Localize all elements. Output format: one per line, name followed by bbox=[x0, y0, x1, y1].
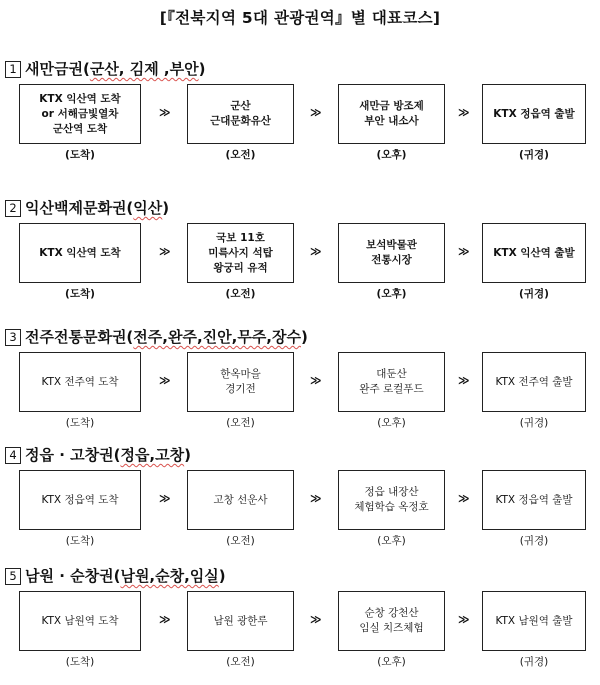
course-step-box bbox=[482, 84, 586, 144]
section-title bbox=[5, 444, 191, 466]
course-step-line: 왕궁리 유적 bbox=[213, 261, 268, 274]
step-caption: (도착) bbox=[65, 288, 95, 300]
section-2 bbox=[0, 197, 600, 317]
course-step-box bbox=[338, 84, 445, 144]
course-step-box bbox=[19, 470, 141, 530]
course-step-line: 체험학습 옥정호 bbox=[354, 501, 429, 513]
section-3 bbox=[0, 326, 600, 446]
section-number-badge: 1 bbox=[5, 61, 21, 78]
course-step-box bbox=[19, 223, 141, 283]
course-step-box bbox=[338, 470, 445, 530]
course-step-box bbox=[187, 84, 294, 144]
course-step-line: 군산역 도착 bbox=[52, 122, 108, 135]
section-1 bbox=[0, 58, 600, 178]
course-step-box bbox=[338, 591, 445, 651]
section-title-regions: 남원,순창,임실 bbox=[120, 567, 219, 585]
course-step-line: 대둔산 bbox=[376, 368, 407, 380]
next-step-arrow-icon: ≫ bbox=[159, 492, 169, 505]
course-step-line: 고창 선운사 bbox=[213, 493, 268, 506]
course-step-box bbox=[482, 470, 586, 530]
course-step-box bbox=[187, 223, 294, 283]
step-caption: (오후) bbox=[376, 149, 407, 161]
step-caption: (오후) bbox=[377, 417, 406, 429]
next-step-arrow-icon: ≫ bbox=[458, 492, 468, 505]
section-title-main: 남원 · 순창권( bbox=[25, 567, 121, 585]
page-title: [『전북지역 5대 관광권역』별 대표코스] bbox=[159, 9, 441, 27]
course-step-line: 군산 bbox=[230, 100, 251, 112]
course-step-line: 근대문화유산 bbox=[210, 115, 271, 127]
course-step-line: KTX 정읍역 출발 bbox=[493, 107, 575, 120]
course-step-line: KTX 남원역 도착 bbox=[41, 614, 119, 627]
next-step-arrow-icon: ≫ bbox=[458, 613, 468, 626]
section-number-badge: 3 bbox=[5, 329, 21, 346]
course-step-line: KTX 전주역 출발 bbox=[495, 375, 573, 388]
course-step-line: 임실 치즈체험 bbox=[359, 622, 424, 634]
step-caption: (오전) bbox=[226, 417, 255, 429]
course-step-box bbox=[187, 591, 294, 651]
course-step-box bbox=[187, 352, 294, 412]
course-step-line: 새만금 방조제 bbox=[359, 100, 424, 112]
next-step-arrow-icon: ≫ bbox=[310, 106, 320, 119]
course-step-box bbox=[19, 84, 141, 144]
course-step-box bbox=[19, 352, 141, 412]
step-caption: (귀경) bbox=[519, 656, 549, 668]
section-title bbox=[5, 197, 169, 219]
section-title-main: 전주전통문화권( bbox=[25, 328, 134, 346]
step-caption: (도착) bbox=[65, 417, 95, 429]
course-step-line: 경기전 bbox=[225, 383, 256, 395]
step-caption: (귀경) bbox=[519, 149, 549, 161]
section-title-close: ) bbox=[198, 60, 206, 78]
course-step-line: 국보 11호 bbox=[216, 231, 265, 244]
step-caption: (오전) bbox=[226, 656, 255, 668]
section-5 bbox=[0, 565, 600, 685]
section-title bbox=[5, 326, 308, 348]
step-caption: (오후) bbox=[377, 656, 406, 668]
section-number-badge: 5 bbox=[5, 568, 21, 585]
section-title bbox=[5, 565, 226, 587]
section-title bbox=[5, 58, 205, 80]
course-step-line: 완주 로컬푸드 bbox=[359, 383, 424, 395]
step-caption: (귀경) bbox=[519, 535, 549, 547]
section-title-regions: 익산 bbox=[133, 199, 163, 217]
next-step-arrow-icon: ≫ bbox=[310, 492, 320, 505]
course-step-line: 보석박물관 bbox=[366, 239, 417, 251]
next-step-arrow-icon: ≫ bbox=[458, 245, 468, 258]
course-step-line: 미륵사지 석탑 bbox=[208, 246, 273, 259]
course-step-box bbox=[482, 352, 586, 412]
step-caption: (귀경) bbox=[519, 417, 549, 429]
course-step-line: KTX 정읍역 출발 bbox=[495, 493, 573, 506]
course-step-line: 남원 광한루 bbox=[213, 614, 268, 627]
section-number-badge: 2 bbox=[5, 200, 21, 217]
course-step-line: KTX 익산역 도착 bbox=[39, 92, 121, 105]
step-caption: (오후) bbox=[376, 288, 407, 300]
course-step-box bbox=[482, 591, 586, 651]
section-title-main: 새만금권( bbox=[25, 60, 90, 78]
next-step-arrow-icon: ≫ bbox=[159, 613, 169, 626]
step-caption: (도착) bbox=[65, 535, 95, 547]
step-caption: (오후) bbox=[377, 535, 406, 547]
section-title-close: ) bbox=[162, 199, 170, 217]
section-title-close: ) bbox=[301, 328, 308, 346]
section-title-close: ) bbox=[184, 446, 191, 464]
step-caption: (오전) bbox=[225, 288, 256, 300]
next-step-arrow-icon: ≫ bbox=[159, 374, 169, 387]
next-step-arrow-icon: ≫ bbox=[159, 245, 169, 258]
next-step-arrow-icon: ≫ bbox=[310, 613, 320, 626]
course-step-line: or 서해금빛열차 bbox=[41, 107, 119, 120]
course-step-line: KTX 남원역 출발 bbox=[495, 614, 573, 627]
next-step-arrow-icon: ≫ bbox=[458, 374, 468, 387]
course-step-box bbox=[338, 223, 445, 283]
course-step-line: KTX 익산역 출발 bbox=[493, 246, 575, 259]
course-step-line: 정읍 내장산 bbox=[364, 486, 419, 498]
course-step-box bbox=[482, 223, 586, 283]
next-step-arrow-icon: ≫ bbox=[310, 245, 320, 258]
section-title-regions: 군산, 김제 ,부안 bbox=[89, 60, 199, 78]
course-step-line: KTX 정읍역 도착 bbox=[41, 493, 119, 506]
course-step-line: 전통시장 bbox=[371, 254, 412, 266]
course-step-line: 순창 강천산 bbox=[364, 607, 419, 619]
section-title-regions: 정읍,고창 bbox=[120, 446, 185, 464]
course-step-box bbox=[19, 591, 141, 651]
section-4 bbox=[0, 444, 600, 564]
next-step-arrow-icon: ≫ bbox=[159, 106, 169, 119]
step-caption: (도착) bbox=[65, 149, 95, 161]
section-title-regions: 전주,완주,진안,무주,장수 bbox=[133, 328, 301, 346]
course-step-line: 한옥마을 bbox=[220, 368, 261, 380]
course-step-line: KTX 익산역 도착 bbox=[39, 246, 121, 259]
course-step-line: 부안 내소사 bbox=[364, 115, 419, 127]
course-step-box bbox=[187, 470, 294, 530]
step-caption: (오전) bbox=[226, 535, 255, 547]
section-title-close: ) bbox=[218, 567, 226, 585]
next-step-arrow-icon: ≫ bbox=[458, 106, 468, 119]
section-title-main: 익산백제문화권( bbox=[25, 199, 134, 217]
section-title-main: 정읍 · 고창권( bbox=[25, 446, 121, 464]
step-caption: (도착) bbox=[65, 656, 95, 668]
course-step-box bbox=[338, 352, 445, 412]
next-step-arrow-icon: ≫ bbox=[310, 374, 320, 387]
step-caption: (오전) bbox=[225, 149, 256, 161]
step-caption: (귀경) bbox=[519, 288, 549, 300]
course-step-line: KTX 전주역 도착 bbox=[41, 375, 119, 388]
section-number-badge: 4 bbox=[5, 447, 21, 464]
